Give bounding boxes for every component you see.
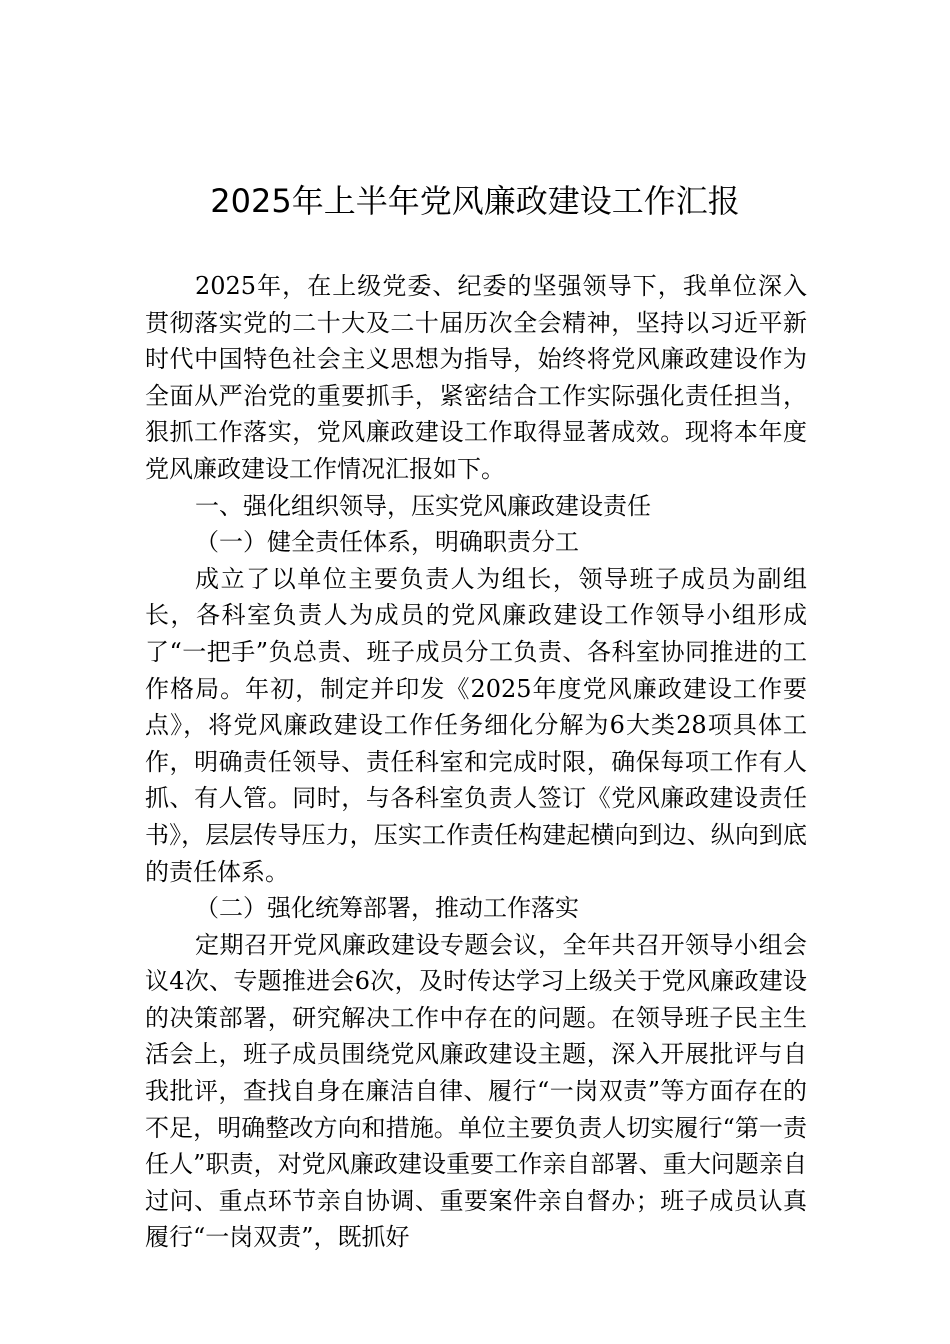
subsection-heading-1: （一）健全责任体系，明确职责分工	[195, 528, 579, 557]
document-title: 2025年上半年党风廉政建设工作汇报	[210, 182, 740, 220]
intro-paragraph: 2025年，在上级党委、纪委的坚强领导下，我单位深入贯彻落实党的二十大及二十届历次全会精神，坚持以习近平新时代中国特色社会主义思想为指导，始终将党风廉政建设作为全面从严治党的重要抓手，紧密结合工作实际强化责任担当，狠抓工作落实，党风廉政建设工作取得显著成效。现将本年度党风廉政建设工作情况汇报如下。	[145, 272, 807, 483]
document-body	[145, 268, 807, 1256]
body-paragraph-1: 成立了以单位主要负责人为组长，领导班子成员为副组长，各科室负责人为成员的党风廉政建设工作领导小组形成了“一把手”负总责、班子成员分工负责、各科室协同推进的工作格局。年初，制定并印发《2025年度党风廉政建设工作要点》，将党风廉政建设工作任务细化分解为6大类28项具体工作，明确责任领导、责任科室和完成时限，确保每项工作有人抓、有人管。同时，与各科室负责人签订《党风廉政建设责任书》，层层传导压力，压实工作责任构建起横向到边、纵向到底的责任体系。	[145, 564, 807, 886]
body-paragraph-2: 定期召开党风廉政建设专题会议，全年共召开领导小组会议4次、专题推进会6次，及时传达学习上级关于党风廉政建设的决策部署，研究解决工作中存在的问题。在领导班子民主生活会上，班子成员围绕党风廉政建设主题，深入开展批评与自我批评，查找自身在廉洁自律、履行“一岗双责”等方面存在的不足，明确整改方向和措施。单位主要负责人切实履行“第一责任人”职责，对党风廉政建设重要工作亲自部署、重大问题亲自过问、重点环节亲自协调、重要案件亲自督办；班子成员认真履行“一岗双责”，既抓好	[145, 930, 807, 1252]
section-heading-1: 一、强化组织领导，压实党风廉政建设责任	[195, 491, 651, 520]
subsection-heading-2: （二）强化统筹部署，推动工作落实	[195, 894, 579, 923]
